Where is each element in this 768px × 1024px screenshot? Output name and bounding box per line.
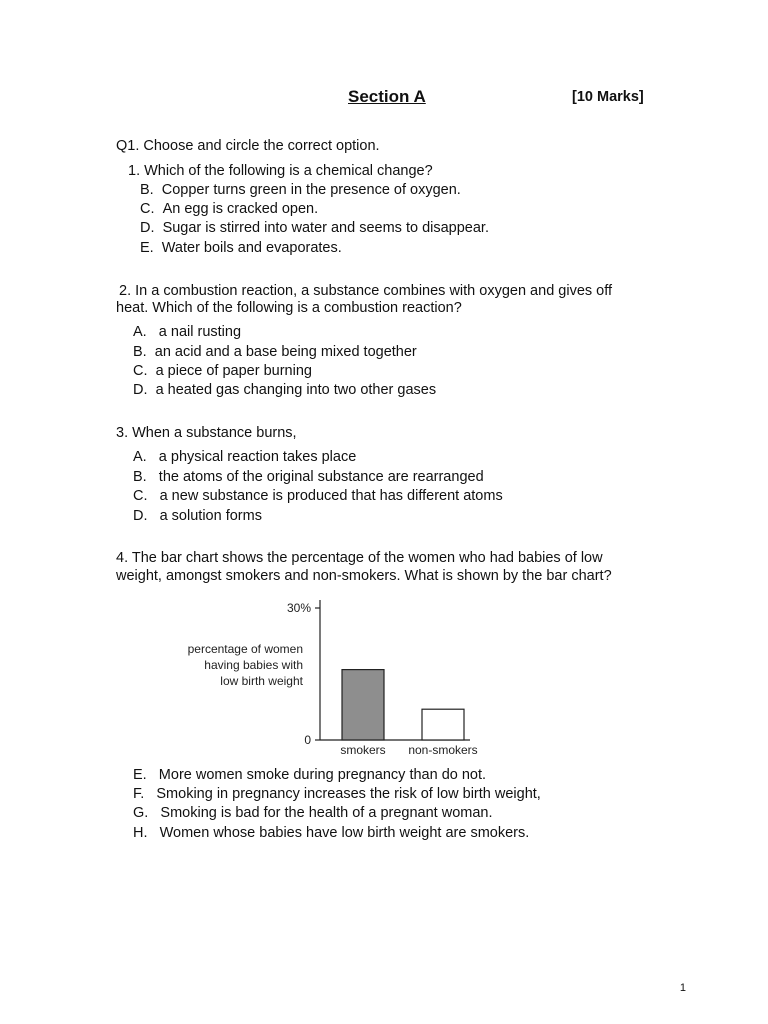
q2-option[interactable] (133, 382, 436, 398)
option-letter: A. (133, 324, 147, 340)
option-text: the atoms of the original substance are rearranged (158, 469, 484, 485)
q1-option[interactable] (140, 220, 489, 236)
q3-stem: 3. When a substance burns, (116, 425, 297, 441)
q2-stem-line2: heat. Which of the following is a combustion reaction? (116, 300, 462, 316)
q2-option[interactable] (133, 344, 417, 360)
option-letter: E. (140, 240, 154, 256)
option-letter: B. (140, 182, 154, 198)
option-letter: H. (133, 825, 148, 841)
section-title: Section A (348, 87, 426, 106)
y-axis-label-line: low birth weight (220, 674, 303, 688)
q4-stem-line1: 4. The bar chart shows the percentage of the women who had babies of low (116, 550, 603, 566)
q3-option[interactable] (133, 488, 503, 504)
option-letter: F. (133, 786, 145, 802)
option-text: Smoking in pregnancy increases the risk of low birth weight, (156, 786, 541, 802)
q1-option[interactable] (140, 182, 461, 198)
x-tick-label: non-smokers (408, 743, 478, 757)
option-letter: G. (133, 805, 149, 821)
instruction: Q1. Choose and circle the correct option. (116, 138, 380, 154)
bar-smokers (342, 670, 384, 740)
option-text: a physical reaction takes place (158, 449, 357, 465)
option-text: An egg is cracked open. (162, 201, 319, 217)
bar-chart (160, 590, 500, 760)
q3-option[interactable] (133, 469, 484, 485)
option-text: a heated gas changing into two other gases (155, 382, 437, 398)
bars (340, 670, 477, 757)
option-letter: B. (133, 469, 147, 485)
q3-option[interactable] (133, 449, 356, 465)
q2-option[interactable] (133, 363, 312, 379)
option-letter: C. (133, 488, 148, 504)
option-letter: B. (133, 344, 147, 360)
y-tick-label: 30% (286, 601, 311, 615)
option-text: Water boils and evaporates. (161, 240, 342, 256)
option-text: a solution forms (159, 508, 262, 524)
option-letter: A. (133, 449, 147, 465)
q1-option[interactable] (140, 201, 318, 217)
option-letter: C. (133, 363, 148, 379)
marks-label: [10 Marks] (572, 89, 644, 105)
q4-option[interactable] (133, 825, 529, 841)
option-text: Women whose babies have low birth weight are smokers. (159, 825, 530, 841)
q2-stem-line1: 2. In a combustion reaction, a substance combines with oxygen and gives off (119, 283, 613, 299)
q4-option[interactable] (133, 767, 486, 783)
x-tick-label: smokers (340, 743, 386, 757)
q4-option[interactable] (133, 786, 541, 802)
q4-stem-line2: weight, amongst smokers and non-smokers. What is shown by the bar chart? (116, 568, 612, 584)
q4-option[interactable] (133, 805, 493, 821)
y-axis-label-line: percentage of women (187, 642, 303, 656)
q1-stem: 1. Which of the following is a chemical change? (128, 163, 433, 179)
y-axis-label-line: having babies with (204, 658, 303, 672)
option-text: a nail rusting (154, 324, 242, 340)
q2-option[interactable] (133, 324, 241, 340)
option-letter: D. (133, 508, 148, 524)
option-text: an acid and a base being mixed together (154, 344, 417, 360)
option-text: Copper turns green in the presence of oxygen. (161, 182, 461, 198)
page-number: 1 (679, 982, 686, 994)
option-text: a piece of paper burning (155, 363, 312, 379)
option-text: Smoking is bad for the health of a pregnant woman. (160, 805, 493, 821)
option-text: Sugar is stirred into water and seems to disappear. (162, 220, 489, 236)
option-letter: D. (140, 220, 155, 236)
option-text: a new substance is produced that has different atoms (159, 488, 503, 504)
bar-non-smokers (422, 709, 464, 740)
option-text: More women smoke during pregnancy than do not. (158, 767, 487, 783)
y-tick-label: 0 (304, 733, 311, 747)
q3-option[interactable] (133, 508, 262, 524)
option-letter: D. (133, 382, 148, 398)
q1-option[interactable] (140, 240, 342, 256)
option-letter: C. (140, 201, 155, 217)
option-letter: E. (133, 767, 147, 783)
